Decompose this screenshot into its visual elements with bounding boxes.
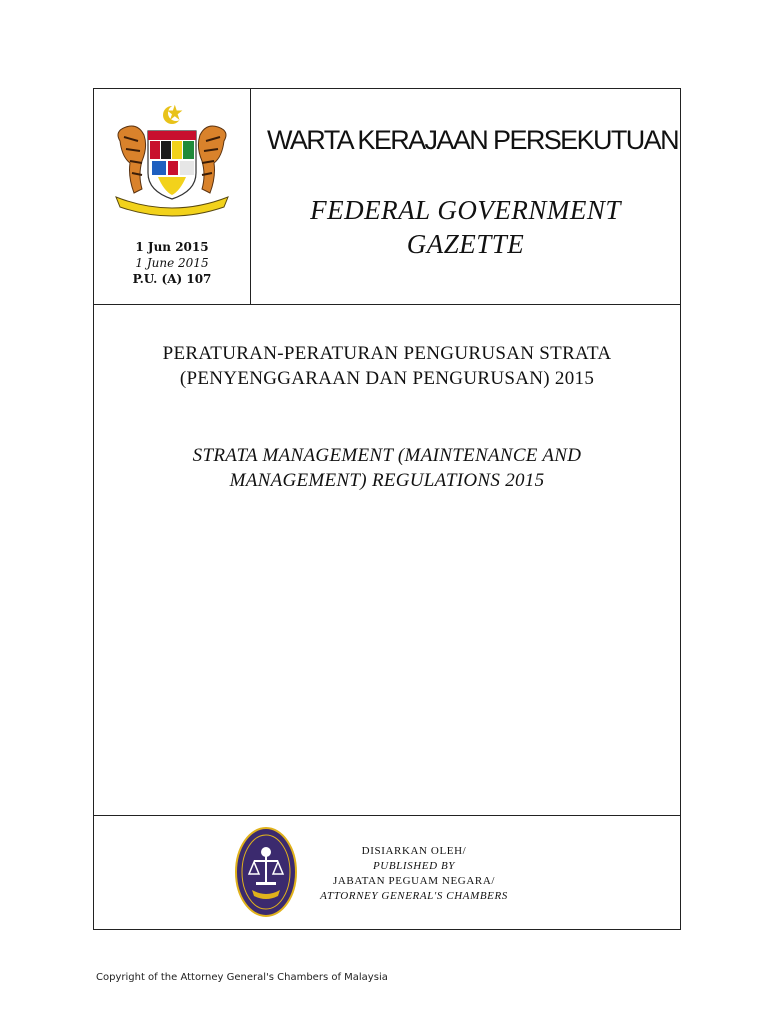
publisher-section [94,816,680,929]
regulation-title-english-line1: STRATA MANAGEMENT (MAINTENANCE AND [192,445,582,466]
regulation-title-section [94,305,680,816]
gazette-cover-frame [93,88,681,930]
regulation-title-malay-line2: (PENYENGGARAAN DAN PENGURUSAN) 2015 [179,368,595,389]
date-english: 1 June 2015 [135,256,209,270]
gazette-title-english-line2: GAZETTE [406,229,525,259]
title-cell [251,89,680,304]
publisher-line-english: PUBLISHED BY [372,860,456,872]
gazette-date-block [94,239,250,287]
publisher-line-malay: DISIARKAN OLEH/ [361,845,467,857]
date-malay: 1 Jun 2015 [135,240,209,254]
publisher-block [289,844,539,904]
regulation-title-english [94,443,680,493]
pu-number: P.U. (A) 107 [132,272,212,286]
gazette-header [94,89,680,305]
regulation-title-malay [94,341,680,391]
publisher-name-malay: JABATAN PEGUAM NEGARA/ [332,875,496,887]
malaysia-coat-of-arms-icon [108,101,236,221]
crest-cell [94,89,251,304]
gazette-title-english [251,193,680,261]
copyright-notice: Copyright of the Attorney General's Chambers of Malaysia [96,972,388,983]
gazette-title-malay: WARTA KERAJAAN PERSEKUTUAN [267,125,678,155]
regulation-title-english-line2: MANAGEMENT) REGULATIONS 2015 [229,470,545,491]
regulation-title-malay-line1: PERATURAN-PERATURAN PENGURUSAN STRATA [162,343,612,364]
gazette-title-english-line1: FEDERAL GOVERNMENT [310,195,621,225]
publisher-name-english: ATTORNEY GENERAL'S CHAMBERS [320,890,508,902]
